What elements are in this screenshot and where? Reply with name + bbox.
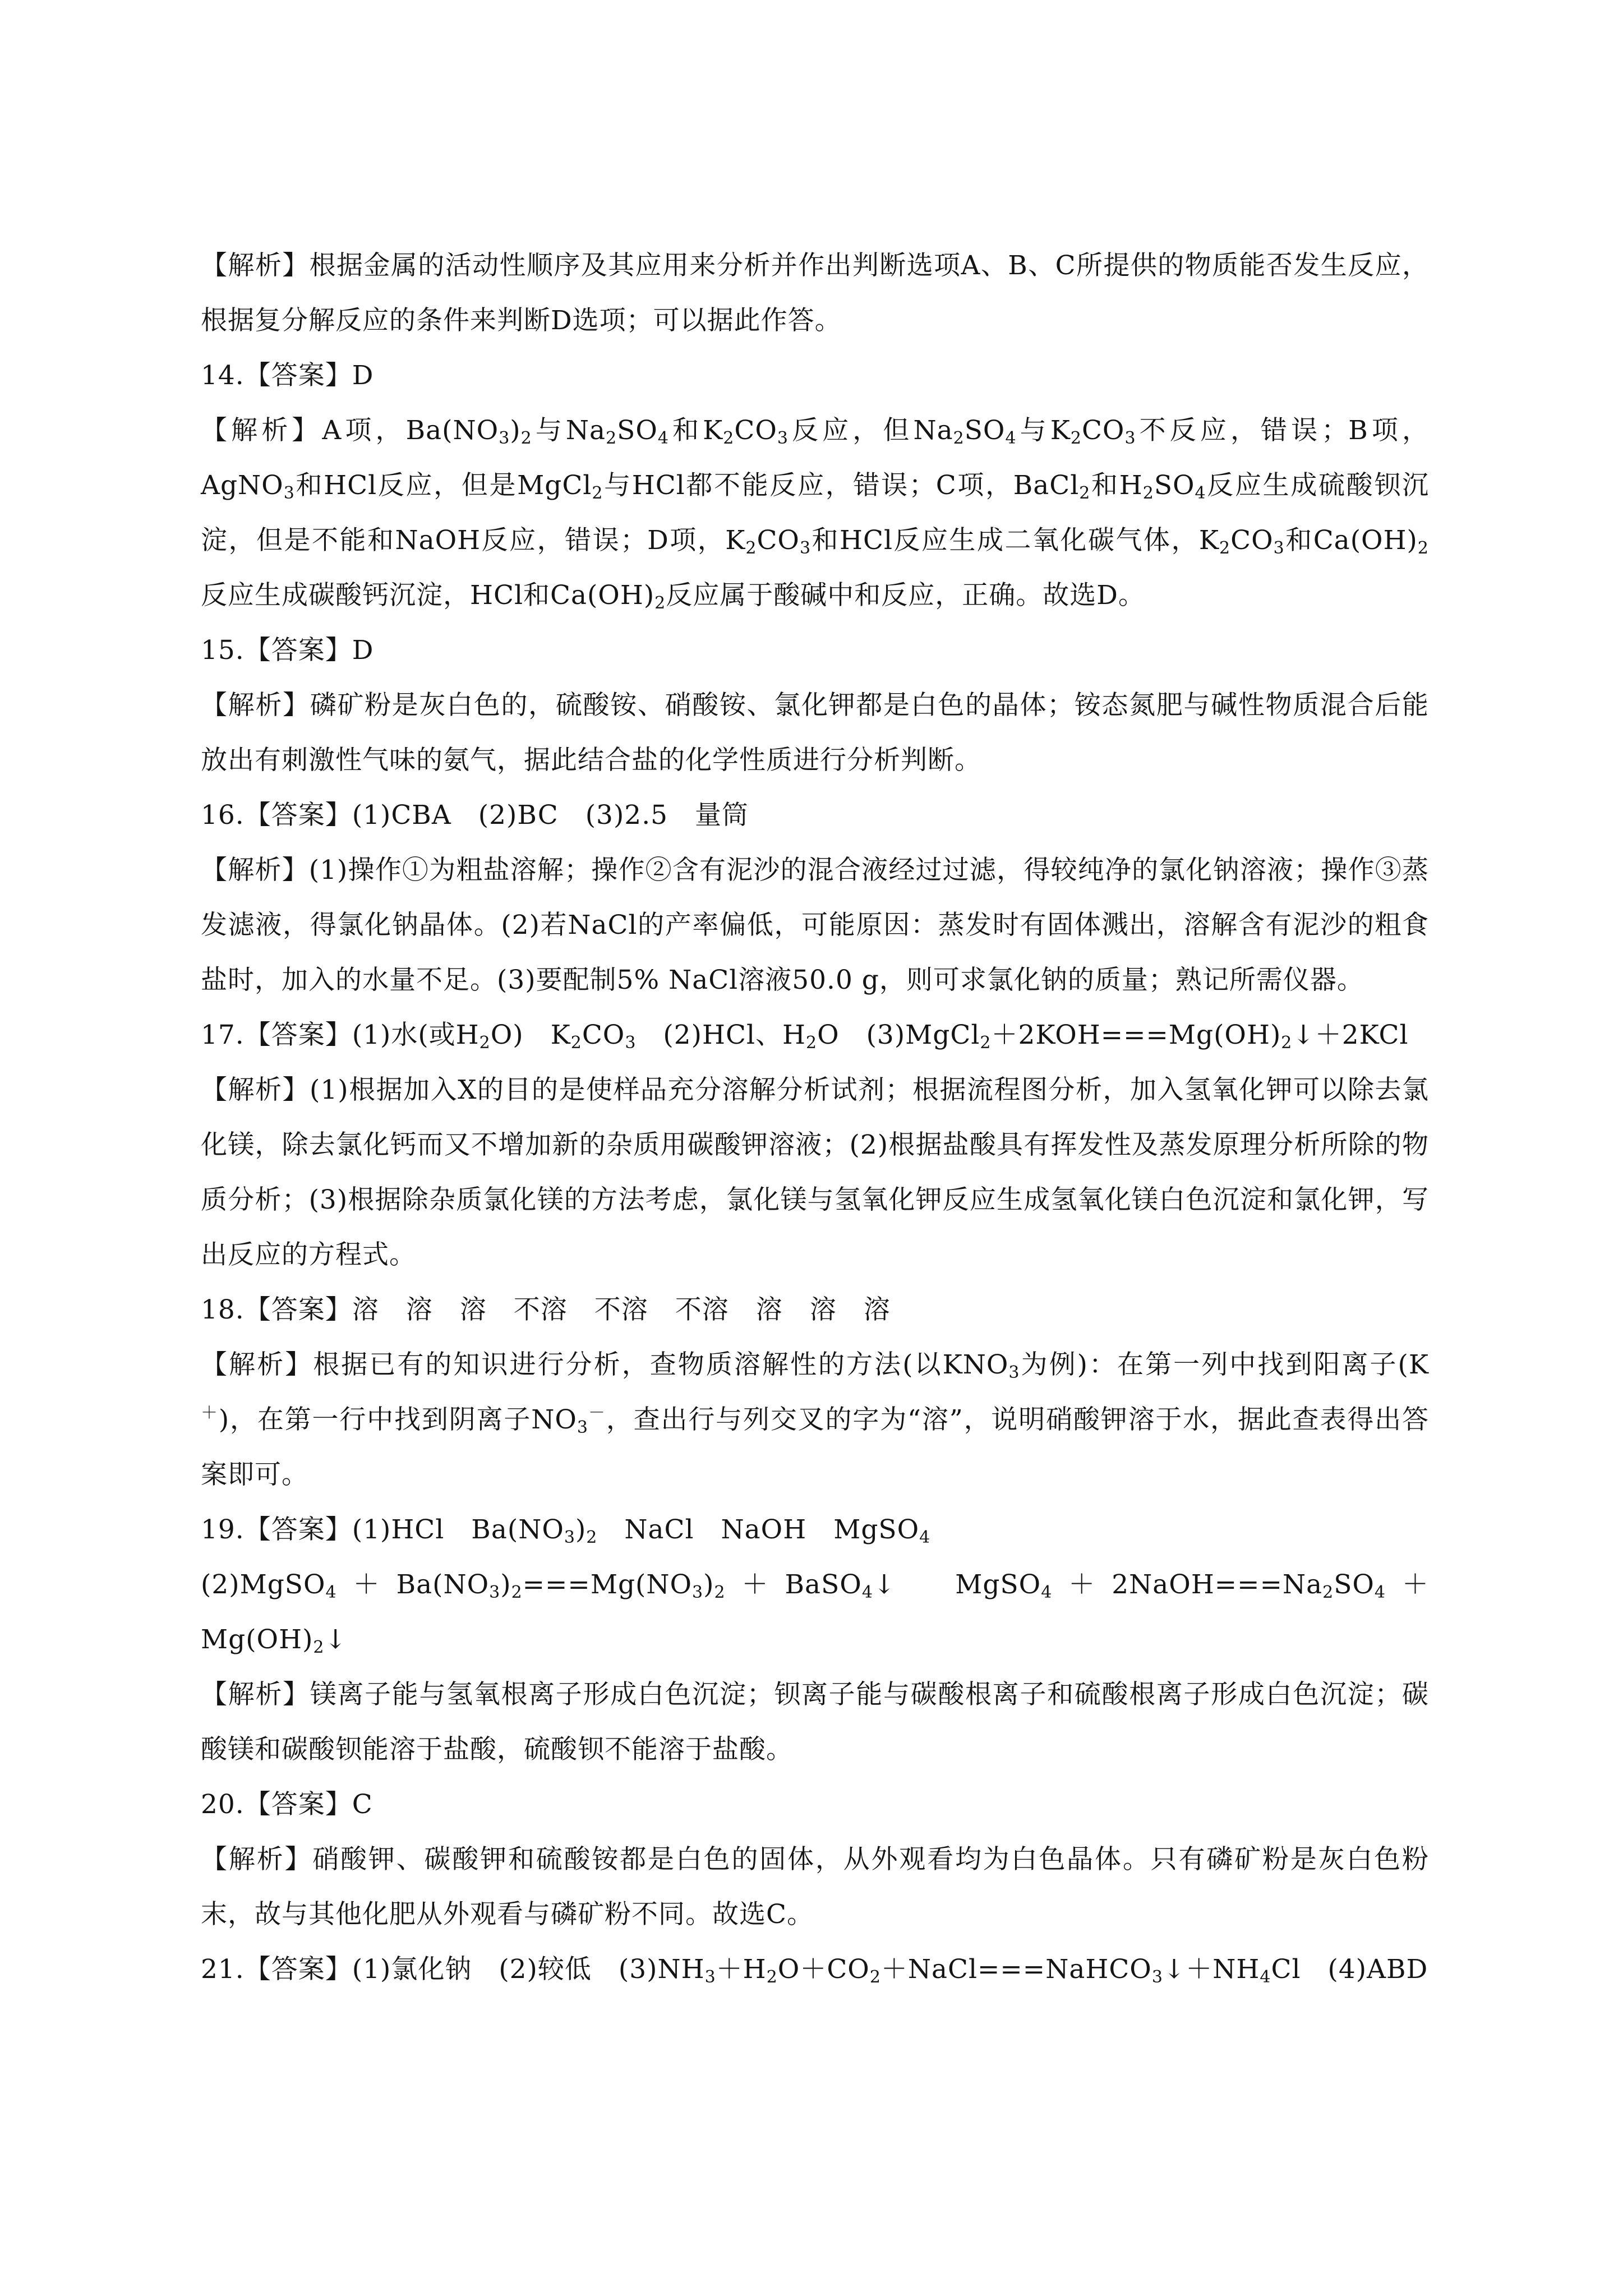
analysis-17: 【解析】(1)根据加入X的目的是使样品充分溶解分析试剂；根据流程图分析，加入氢氧化钾可以除去氯化镁，除去氯化钙而又不增加新的杂质用碳酸钾溶液；(2)根据盐酸具有挥发性及蒸发原理分析所除的物质分析；(3)根据除杂质氯化镁的方法考虑，氯化镁与氢氧化钾反应生成氢氧化镁白色沉淀和氯化钾，写出反应的方程式。 <box>201 1075 1429 1270</box>
analysis-18: 【解析】根据已有的知识进行分析，查物质溶解性的方法(以$KNO_3$为例)：在第一列中找到阳离子(K＋)，在第一行中找到阴离子$NO_3^-$，查出行与列交叉的字为“溶”，说明硝酸钾溶于水，据此查表得出答案即可。 <box>201 1349 1429 1490</box>
analysis-13: 【解析】根据金属的活动性顺序及其应用来分析并作出判断选项A、B、C所提供的物质能否发生反应，根据复分解反应的条件来判断D选项；可以据此作答。 <box>201 250 1429 336</box>
analysis-15: 【解析】磷矿粉是灰白色的，硫酸铵、硝酸铵、氯化钾都是白色的晶体；铵态氮肥与碱性物质混合后能放出有刺激性气味的氨气，据此结合盐的化学性质进行分析判断。 <box>201 690 1429 776</box>
answer-19-part-1: 19.【答案】(1)HCl $Ba(NO_3)_2$ NaCl NaOH MgSO$_4$ <box>201 1514 931 1547</box>
answer-14: 14.【答案】D <box>201 360 374 391</box>
analysis-14: 【解析】A项，$Ba(NO_3)_2$与$Na_2SO_4$和$K_2CO_3$反应，但$Na_2SO_4$与$K_2CO_3$不反应，错误；B项，AgNO$_3$和HCl反应，但是MgCl$_2$与HCl都不能反应，错误；C项，BaCl$_2$和$H_2SO_4$反应生成硫酸钡沉淀，但是不能和NaOH反应，错误；D项，$K_2CO_3$和HCl反应生成二氧化碳气体，$K_2CO_3$和$Ca(OH)_2$反应生成碳酸钙沉淀，HCl和$Ca(OH)_2$反应属于酸碱中和反应，正确。故选D。 <box>201 415 1429 613</box>
answer-19-part-2: $(2)MgSO_4+Ba(NO_3)_2===Mg(NO_3)_2+BaSO_4↓$ $MgSO_4+2NaOH===Na_2SO_4+Mg(OH)_2↓$ <box>201 1569 1429 1657</box>
answer-21: 21.【答案】(1)氯化钠 (2)较低 $(3)NH_3+H_2O+CO_2+NaCl===NaHCO_3↓+NH_4Cl$ (4)ABD <box>201 1954 1428 1987</box>
answer-18: 18.【答案】溶 溶 溶 不溶 不溶 不溶 溶 溶 溶 <box>201 1294 891 1325</box>
analysis-19: 【解析】镁离子能与氢氧根离子形成白色沉淀；钡离子能与碳酸根离子和硫酸根离子形成白色沉淀；碳酸镁和碳酸钡能溶于盐酸，硫酸钡不能溶于盐酸。 <box>201 1679 1429 1765</box>
answer-16: 16.【答案】(1)CBA (2)BC (3)2.5 量筒 <box>201 800 749 831</box>
analysis-16: 【解析】(1)操作①为粗盐溶解；操作②含有泥沙的混合液经过过滤，得较纯净的氯化钠溶液；操作③蒸发滤液，得氯化钠晶体。(2)若NaCl的产率偏低，可能原因：蒸发时有固体溅出，溶解含有泥沙的粗食盐时，加入的水量不足。(3)要配制5% NaCl溶液50.0 g，则可求氯化钠的质量；熟记所需仪器。 <box>201 855 1429 995</box>
analysis-20: 【解析】硝酸钾、碳酸钾和硫酸铵都是白色的固体，从外观看均为白色晶体。只有磷矿粉是灰白色粉末，故与其他化肥从外观看与磷矿粉不同。故选C。 <box>201 1844 1429 1930</box>
answer-20: 20.【答案】C <box>201 1789 373 1820</box>
answer-15: 15.【答案】D <box>201 635 374 666</box>
answer-17: 17.【答案】(1)水(或$H_2O$) $K_2CO_3$ (2)HCl、$H_2O$ $(3)MgCl_2+2KOH===Mg(OH)_2↓+2KCl$ <box>201 1020 1409 1053</box>
answer-explanations <box>201 238 1429 1997</box>
